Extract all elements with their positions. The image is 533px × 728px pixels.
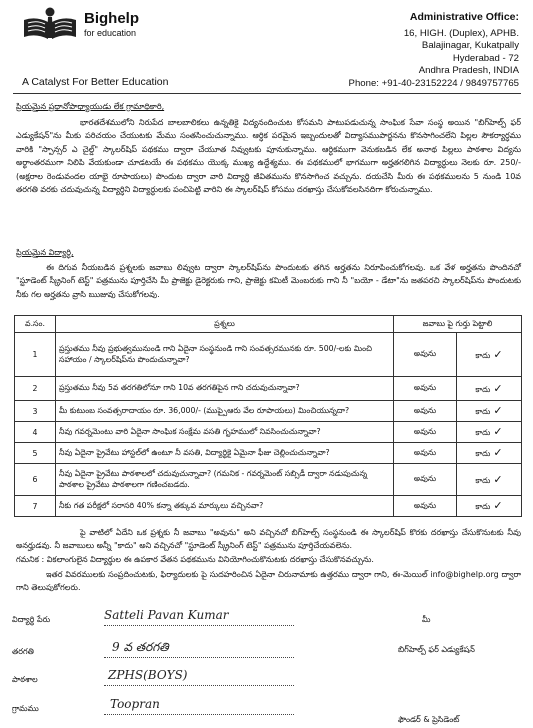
table-row [15, 333, 522, 377]
school-line [104, 685, 294, 686]
header-divider [13, 93, 521, 94]
student-name-label: విద్యార్థి పేరు [12, 615, 51, 624]
signoff-organization: బిగ్‌హెల్ప్ ఫర్ ఎడ్యుకేషన్ [398, 645, 475, 654]
class-line [104, 657, 294, 658]
signoff-title: ఫౌండర్ & ప్రెసిడెంట్ [398, 715, 460, 724]
question-text: మీ కుటుంబ సంవత్సరాదాయం రూ. 36,000/- (ముప్పైఆరు వేల రూపాయలు) మించియున్నదా? [56, 401, 394, 422]
checkmark-icon: ✓ [493, 381, 503, 395]
village-line [104, 714, 294, 715]
office-title: Administrative Office: [409, 11, 519, 23]
no-label: కాదు [475, 502, 491, 511]
table-row [15, 464, 522, 496]
answer-no[interactable] [457, 496, 522, 517]
answer-no[interactable] [457, 464, 522, 496]
table-row [15, 496, 522, 517]
row-number: 3 [15, 401, 56, 422]
school-label: పాఠశాల [12, 675, 38, 684]
header-serial: వ.సం. [15, 316, 56, 333]
office-address [309, 11, 519, 91]
checkmark-icon: ✓ [493, 425, 503, 438]
class-label: తరగతి [12, 647, 34, 656]
checkmark-icon: ✓ [493, 446, 503, 459]
row-number: 6 [15, 464, 56, 496]
paragraph-intro: భారతదేశములోని నిరుపేద బాలబాలికలు ఉన్నతికై విద్యనందించుట కోసమని పాటుపడుచున్న సాంఘిక సేవా సంస్థ అయిన "బిగ్‌హెల్ప్ ఫర్ ఎడ్యుకేషన్"ను మీకు పరిచయం చేయుటకు మేము సంతసించుచున్నాము. ఆర్ధిక పరమైన ఇబ్బందులతో విద్యాసముపార్జనను కొనసాగించలేని పిల్లల సౌకర్యార్ధము వారికి "స్పాన్సర్ ఎ చైల్డ్" స్కాలర్‌షిప్ పథకము ద్వారా చేయూత నివ్వుటకు పూనుకున్నాము. ఆర్ధికముగా వెనుకబడిన లేక అనాథ పిల్లలు పాఠశాల విద్యను అర్థాంతరముగా నిలిపి వేయకుండా చూడటయే ఈ పథకము యొక్క ముఖ్య ఉద్దేశ్యము. ఈ పథకములో భాగముగా అర్హతగలిగిన విద్యార్ధులు నెలకు రూ. 250/- (అక్షరాల రెండువందల యాభై రూపాయలు) పొందుట ద్వారా వారి విద్యార్ధి జీవితమును కొనసాగించ వచ్చును. దయచేసి మీరు ఈ పథకములను 5 నుండి 10వ తరగతి వరకు చదువుచున్న విద్యార్ధిని విద్యార్ధులకు పంచిపెట్టి వారిని ఈ స్కాలర్‌షిప్ కోసము దరఖాస్తు చేసుకోవలసినదిగా కోరుచున్నాము. [16, 118, 521, 195]
checkmark-icon: ✓ [493, 404, 503, 417]
yes-label: అవును [413, 426, 437, 436]
student-name-line [104, 625, 294, 626]
question-text: నీవు ఏదైనా ప్రైవేటు హాస్టల్‌లో ఉంటూ నీ వసతి, విద్యార్థికై ఏమైనా ఫీజు చెల్లించుచున్నావా? [56, 443, 394, 464]
no-label: కాదు [475, 350, 491, 360]
table-row [15, 422, 522, 443]
table-row [15, 377, 522, 401]
no-label: కాదు [475, 384, 491, 394]
answer-no[interactable] [457, 443, 522, 464]
brand-name: Bighelp [84, 10, 139, 27]
answer-yes[interactable] [394, 377, 457, 401]
header-answer: జవాబు పై గుర్తు పెట్టాలి [394, 316, 522, 333]
question-text: నీవు ఏదైనా ప్రైవేటు పాఠశాలలో చదువుచున్నావా? (గమనిక - గవర్నమెంట్ సబ్సిడీ ద్వారా నడుపుచున్న పాఠశాల ప్రైవేటు పాఠశాలగా గణించబడదు. [56, 464, 394, 496]
paragraph-instructions: ఈ దిగువ నీయబడిన ప్రశ్నలకు జవాబు లివ్వుట ద్వారా స్కాలర్‌షిప్‌ను పొందుటకు తగిన అర్హతను నిరూపించుకోగలవు. ఒక వేళ అర్హతను పొందినచో "స్టూడెంట్ స్క్రీనింగ్ టెస్ట్" పత్రమును పూర్తిచేసి మీ ప్రాజెక్టు డైరెక్టరుకు గాని, ప్రాజెక్టు కమిటీ మెంబరుకు గాని నీ "బయో - డేటా"ను జతపరచి స్కాలర్‌షిప్‌ను పొందుటకు నీకు గల అర్హతను వ్రాసి ఋజువు చేసుకోగలవు. [16, 263, 521, 299]
question-text: నీకు గత పరీక్షలో సరాసరి 40% కన్నా తక్కువ మార్కులు వచ్చినవా? [56, 496, 394, 517]
office-phone: Phone: +91-40-23152224 / 9849757765 [348, 77, 519, 89]
tagline: A Catalyst For Better Education [22, 76, 169, 88]
question-text: ప్రస్తుతము నీవు 5వ తరగతిలోనూ గాని 10వ తరగతిపైన గాని చదువుచున్నావా? [56, 377, 394, 401]
salutation-headmaster: ప్రియమైన ప్రధానోపాధ్యాయుడు లేక గ్రామాధికారి, [16, 102, 165, 111]
answer-yes[interactable] [394, 333, 457, 377]
village-label: గ్రామము [12, 704, 39, 713]
bighelp-logo-icon [20, 6, 80, 42]
brand-subtitle: for education [84, 28, 137, 38]
office-line: Andhra Pradesh, INDIA [418, 65, 519, 77]
yes-label: అవును [413, 383, 437, 392]
table-header-row [15, 316, 522, 333]
row-number: 4 [15, 422, 56, 443]
yes-label: అవును [413, 500, 437, 510]
signoff-yours: మీ [422, 615, 431, 624]
screening-questions-table [14, 315, 522, 517]
row-number: 1 [15, 333, 56, 377]
checkmark-icon: ✓ [493, 499, 503, 512]
office-line: 16, HIGH. (Duplex), APHB. [403, 27, 519, 39]
answer-yes[interactable] [394, 422, 457, 443]
note-disabled-students: గమనిక : వికలాంగులైన విద్యార్థుల ఈ ఉపకార వేతన పథకమును వినియోగించుకొనుటకు దరఖాస్తు చేసుకొనవచ్చును. [16, 555, 374, 564]
row-number: 7 [15, 496, 56, 517]
answer-no[interactable] [457, 333, 522, 377]
yes-label: అవును [413, 405, 437, 415]
table-row [15, 401, 522, 422]
table-row [15, 443, 522, 464]
checkmark-icon: ✓ [493, 347, 503, 361]
class-value[interactable]: 9 వ తరగతి [112, 640, 169, 654]
no-label: కాదు [475, 428, 491, 437]
question-text: ప్రస్తుతము నీవు ప్రభుత్వమునుండి గాని ఏదైనా సంస్థనుండి గాని సంవత్సరమునకు రూ. 500/-లకు మించి సహాయం / స్కాలర్‌షిప్‌ను పొందుచున్నావా? [56, 333, 394, 377]
yes-label: అవును [413, 447, 437, 457]
answer-no[interactable] [457, 377, 522, 401]
answer-yes[interactable] [394, 401, 457, 422]
row-number: 2 [15, 377, 56, 401]
village-value[interactable]: Toopran [110, 697, 160, 711]
paragraph-contact: ఇతర వివరములకు సంప్రదించుటకు, ఫిర్యాదులకు పై సుదహరించిన ఏదైనా చిరునామాకు ఉత్తరము ద్వారా గాని, ఈ-మెయిల్ info@bighelp.org ద్వారా గాని తెలుపుకోగలరు. [16, 570, 521, 593]
row-number: 5 [15, 443, 56, 464]
no-label: కాదు [475, 449, 491, 458]
answer-yes[interactable] [394, 496, 457, 517]
answer-yes[interactable] [394, 443, 457, 464]
no-label: కాదు [475, 475, 491, 485]
header-questions: ప్రశ్నలు [56, 316, 394, 333]
no-label: కాదు [475, 407, 491, 416]
answer-no[interactable] [457, 401, 522, 422]
yes-label: అవును [413, 474, 437, 483]
answer-yes[interactable] [394, 464, 457, 496]
question-text: నీవు గవర్నమెంటు వారి ఏదైనా సాంఘిక సంక్షేమ వసతి గృహములో నివసించుచున్నావా? [56, 422, 394, 443]
office-line: Balajinagar, Kukatpally [421, 40, 519, 52]
paragraph-eligibility: పై వాటిలో ఏదేని ఒక ప్రశ్నకు నీ జవాబు "అవును" అని వచ్చినచో బిగ్‌హెల్ప్ సంస్థనుండి ఈ స్కాలర్‌షిప్ కొరకు దరఖాస్తు చేసుకొనుటకు నీవు అనర్హుడవు. నీ జవాబులు అన్నీ "కాదు" అని వచ్చినచో "స్టూడెంట్ స్క్రీనింగ్ టెస్ట్" పత్రమును పూర్తిచేయవలెను. [16, 528, 521, 551]
office-line: Hyderabad - 72 [452, 52, 519, 64]
student-name-value[interactable]: Satteli Pavan Kumar [104, 608, 229, 622]
school-value[interactable]: ZPHS(BOYS) [108, 668, 188, 682]
salutation-student: ప్రియమైన విద్యార్ధి, [16, 248, 74, 257]
checkmark-icon: ✓ [493, 472, 503, 486]
answer-no[interactable] [457, 422, 522, 443]
yes-label: అవును [413, 349, 437, 358]
